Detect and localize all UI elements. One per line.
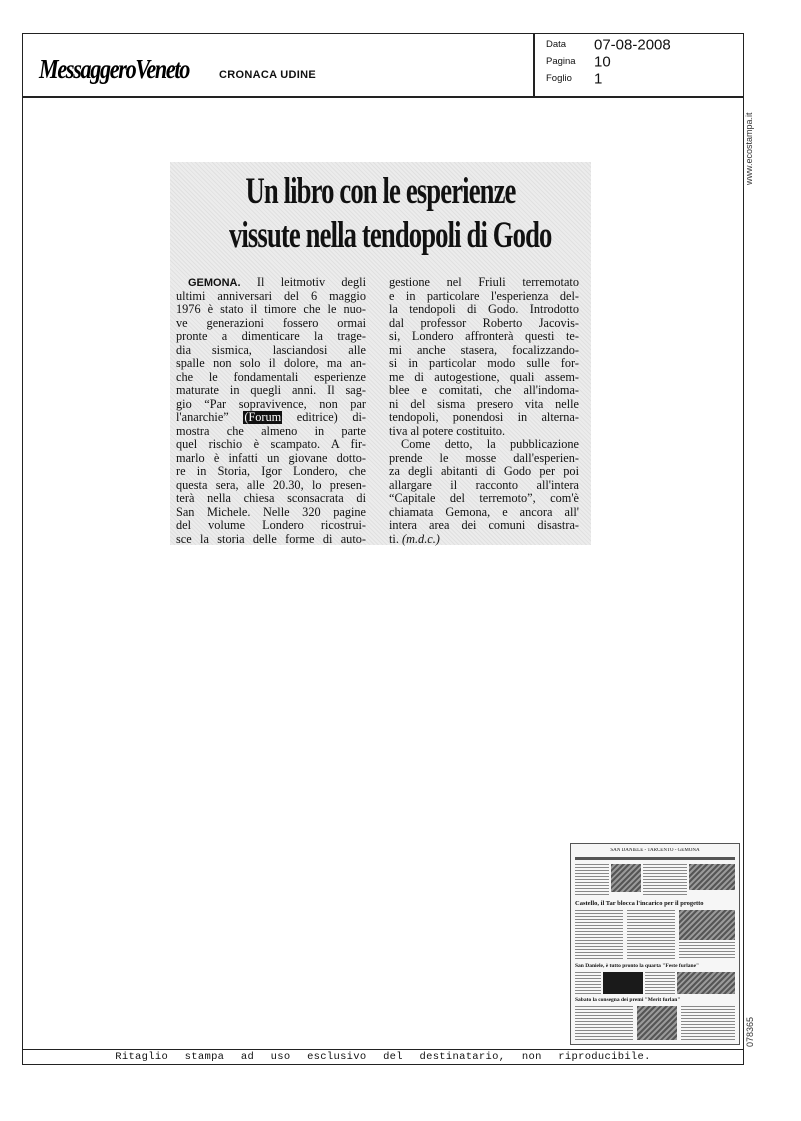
meta-row-pagina (546, 53, 611, 71)
body-line: la tendopoli di Godo. Introdotto (389, 303, 579, 316)
article-column-1 (176, 276, 366, 546)
body-line: l'anarchie” (Forum editrice) di- (176, 411, 366, 424)
body-line: GEMONA. Il leitmotiv degli (188, 276, 366, 289)
body-line: e in particolare l'esperienza del- (389, 289, 579, 303)
meta-row-foglio (546, 70, 602, 88)
body-line: gestione nel Friuli terremotato (389, 276, 579, 289)
body-line: sce la storia delle forme di auto- (176, 532, 366, 546)
thumbnail-text-block (681, 1006, 735, 1040)
dateline: GEMONA. (188, 277, 241, 289)
data-value: 07-08-2008 (594, 36, 671, 54)
thumbnail-text-block (679, 942, 735, 960)
headline-line-2: vissute nella tendopoli di Godo (228, 215, 552, 256)
body-line: me di autogestione, quali assem- (389, 370, 579, 384)
body-line: marlo è infatti un giovane dotto- (176, 451, 366, 465)
footer-bar (22, 1050, 744, 1065)
data-label: Data (546, 39, 567, 51)
body-line: spalle non solo il dolore, ma an- (176, 357, 366, 370)
body-line: mostra che almeno in parte (176, 424, 366, 438)
body-line: tendopoli, ponendosi in alterna- (389, 411, 579, 424)
forum-highlight: (Forum (244, 411, 282, 424)
body-line: za degli abitanti di Godo per poi (389, 465, 579, 478)
body-line: prende le mosse dall'esperien- (389, 451, 579, 465)
reproduction-notice: Ritaglio stampa ad uso esclusivo del destinatario, non riproducibile. (115, 1051, 651, 1063)
thumbnail-text-block (575, 1006, 633, 1040)
body-line: tiva al potere costituito. (389, 424, 506, 438)
thumbnail-headline: Sabato la consegna dei premi "Merit furlan" (575, 997, 681, 1003)
thumbnail-photo (677, 972, 735, 994)
body-line: quel rischio è scampato. A fir- (176, 438, 366, 451)
body-line: pronte a dimenticare la trage- (176, 330, 366, 343)
body-line: dal professor Roberto Jacovis- (389, 316, 579, 330)
article-clipping (170, 162, 591, 545)
body-line: blee e comitati, che all'indoma- (389, 384, 579, 397)
headline-line-1: Un libro con le esperienze (245, 171, 516, 212)
body-line: chiamata Gemona, e ancora all' (389, 505, 579, 519)
body-line: 1976 è stato il timore che le nuo- (176, 303, 366, 316)
body-line: Come detto, la pubblicazione (401, 438, 579, 451)
meta-row-data (546, 36, 671, 54)
body-line: si, Londero affronterà questi te- (389, 330, 579, 343)
thumbnail-dark-box (603, 972, 643, 994)
article-column-2 (389, 276, 579, 546)
thumbnail-headline: Castello, il Tar blocca l'incarico per il progetto (575, 900, 704, 907)
body-line: che le fondamentali esperienze (176, 370, 366, 384)
thumbnail-headline: San Daniele, è tutto pronto la quarta "Feste furlane" (575, 963, 700, 969)
author-signature: (m.d.c.) (402, 532, 440, 546)
pagina-label: Pagina (546, 56, 576, 68)
thumbnail-text-block (627, 910, 675, 960)
thumbnail-text-block (575, 864, 609, 896)
body-line: intera area dei comuni disastra- (389, 519, 579, 532)
section-name: CRONACA UDINE (219, 69, 316, 81)
body-line: si in particolar modo sulle for- (389, 357, 579, 370)
foglio-label: Foglio (546, 73, 572, 85)
page-thumbnail (570, 843, 740, 1045)
thumbnail-text-block (643, 864, 687, 896)
clipping-code: 078365 (745, 1016, 755, 1047)
ecostampa-watermark: www.ecostampa.it (744, 112, 754, 185)
body-line: ni del sisma presero vita nelle (389, 397, 579, 411)
masthead (22, 33, 534, 97)
thumbnail-photo (679, 910, 735, 940)
body-line: maturate in quegli anni. Il sag- (176, 384, 366, 397)
body-line: re in Storia, Igor Londero, che (176, 465, 366, 478)
body-line: del volume Londero ricostrui- (176, 519, 366, 532)
clipping-meta (534, 33, 744, 97)
foglio-value: 1 (594, 70, 603, 88)
body-line: “Capitale del terremoto”, com'è (389, 492, 579, 505)
body-line: ti. (m.d.c.) (389, 532, 440, 546)
thumbnail-photo (611, 864, 641, 892)
body-line: dia sismica, lasciandosi alle (176, 343, 366, 357)
body-line: mi anche stasera, focalizzando- (389, 343, 579, 357)
body-line: allargare il racconto all'intera (389, 478, 579, 492)
body-line: questa sera, alle 20.30, lo presen- (176, 478, 366, 492)
body-line: gio “Par sopravivence, non par (176, 397, 366, 411)
thumbnail-photo (637, 1006, 677, 1040)
pagina-value: 10 (594, 53, 611, 71)
body-line: San Michele. Nelle 320 pagine (176, 505, 366, 519)
body-line: ultimi anniversari del 6 maggio (176, 289, 366, 303)
thumbnail-text-block (575, 910, 623, 960)
thumbnail-text-block (645, 972, 675, 994)
body-line: terà nella chiesa sconsacrata di (176, 492, 366, 505)
body-line: ve generazioni fossero ormai (176, 316, 366, 330)
thumbnail-photo (689, 864, 735, 890)
thumbnail-text-block (575, 972, 601, 994)
thumbnail-rule (575, 857, 735, 860)
thumbnail-header: SAN DANIELE - TARCENTO - GEMONA (610, 848, 700, 853)
newspaper-logo: MessaggeroVeneto (39, 54, 189, 84)
